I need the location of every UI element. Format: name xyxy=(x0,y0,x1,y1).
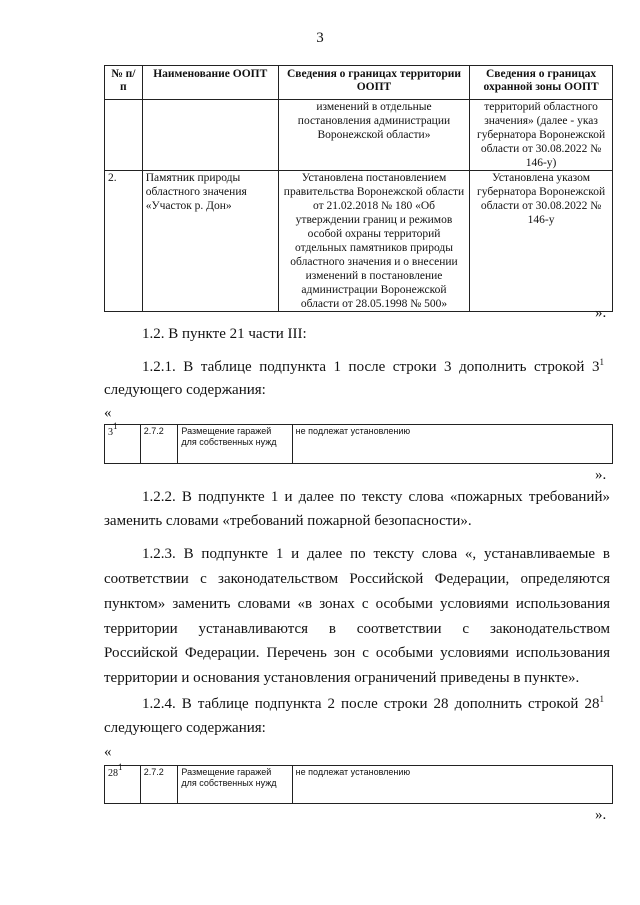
table-row xyxy=(105,100,613,171)
row-code: 2.7.2 xyxy=(140,425,178,464)
row-description: Размещение гаражей для собственных нужд xyxy=(178,766,292,804)
row-description: Размещение гаражей для собственных нужд xyxy=(178,425,292,464)
table-header-row xyxy=(105,66,613,100)
table-row xyxy=(105,171,613,312)
page-number: 3 xyxy=(316,30,324,46)
row-number: 2. xyxy=(105,171,143,312)
opening-quote: « xyxy=(104,405,112,421)
row-borders: Установлена постановлением правительства Воронежской области от 21.02.2018 № 180 «Об утверждении границ и режимов особой охраны территорий отдельных памятников природы областного значения и о внесении изменений в постановление администрации Воронежской области от 28.05.1998 № 500» xyxy=(278,171,469,312)
opening-quote: « xyxy=(104,744,112,760)
row-borders: изменений в отдельные постановления администрации Воронежской области» xyxy=(278,100,469,171)
paragraph-1-2-1-cont: следующего содержания: xyxy=(104,382,266,398)
paragraph-1-2-3: 1.2.3. В подпункте 1 и далее по тексту слова «, устанавливаемые в xyxy=(142,546,610,562)
table-row xyxy=(105,425,613,464)
row-name: Памятник природы областного значения «Участок р. Дон» xyxy=(142,171,278,312)
row-value: не подлежат установлению xyxy=(292,766,612,804)
header-zone: Сведения о границах охранной зоны ООПТ xyxy=(470,66,613,100)
paragraph-1-2-3-cont: соответствии с законодательством Российской Федерации, определяются xyxy=(104,571,610,587)
row-name xyxy=(142,100,278,171)
table-row-28-1 xyxy=(104,762,613,804)
paragraph-1-2-1: 1.2.1. В таблице подпункта 1 после строки 3 дополнить строкой $3^1$ xyxy=(142,357,604,375)
row-number xyxy=(105,100,143,171)
header-number: № п/п xyxy=(105,66,143,100)
row-code: 2.7.2 xyxy=(140,766,178,804)
paragraph-1-2-3-cont: Российской Федерации. Перечень зон с особыми условиями использования xyxy=(104,645,610,661)
row-number: $28^1$ xyxy=(105,766,141,804)
paragraph-1-2-3-cont: территории устанавливаются в соответствии с законодательством xyxy=(104,621,610,637)
row-value: не подлежат установлению xyxy=(292,425,612,464)
paragraph-1-2-2: 1.2.2. В подпункте 1 и далее по тексту слова «пожарных требований» xyxy=(142,489,610,505)
header-name: Наименование ООПТ xyxy=(142,66,278,100)
table-row-3-1 xyxy=(104,421,613,464)
row-zone: территорий областного значения» (далее - указ губернатора Воронежской области от 30.08.2022 № 146-у) xyxy=(470,100,613,171)
table-row xyxy=(105,766,613,804)
paragraph-1-2: 1.2. В пункте 21 части III: xyxy=(142,326,307,342)
closing-quote: ». xyxy=(595,467,607,483)
closing-quote: ». xyxy=(595,305,607,321)
paragraph-1-2-2-cont: заменить словами «требований пожарной безопасности». xyxy=(104,513,472,529)
closing-quote: ». xyxy=(595,807,607,823)
row-zone: Установлена указом губернатора Воронежской области от 30.08.2022 № 146-у xyxy=(470,171,613,312)
paragraph-1-2-3-cont: пунктом» заменить словами «в зонах с особыми условиями использования xyxy=(104,596,610,612)
header-borders: Сведения о границах территории ООПТ xyxy=(278,66,469,100)
row-number: $3^1$ xyxy=(105,425,141,464)
paragraph-1-2-3-cont: территории и основания установления ограничений приведены в пункте». xyxy=(104,670,580,686)
paragraph-1-2-4-cont: следующего содержания: xyxy=(104,720,266,736)
oopt-table xyxy=(104,65,613,312)
paragraph-1-2-4: 1.2.4. В таблице подпункта 2 после строки 28 дополнить строкой $28^1$ xyxy=(142,694,604,712)
